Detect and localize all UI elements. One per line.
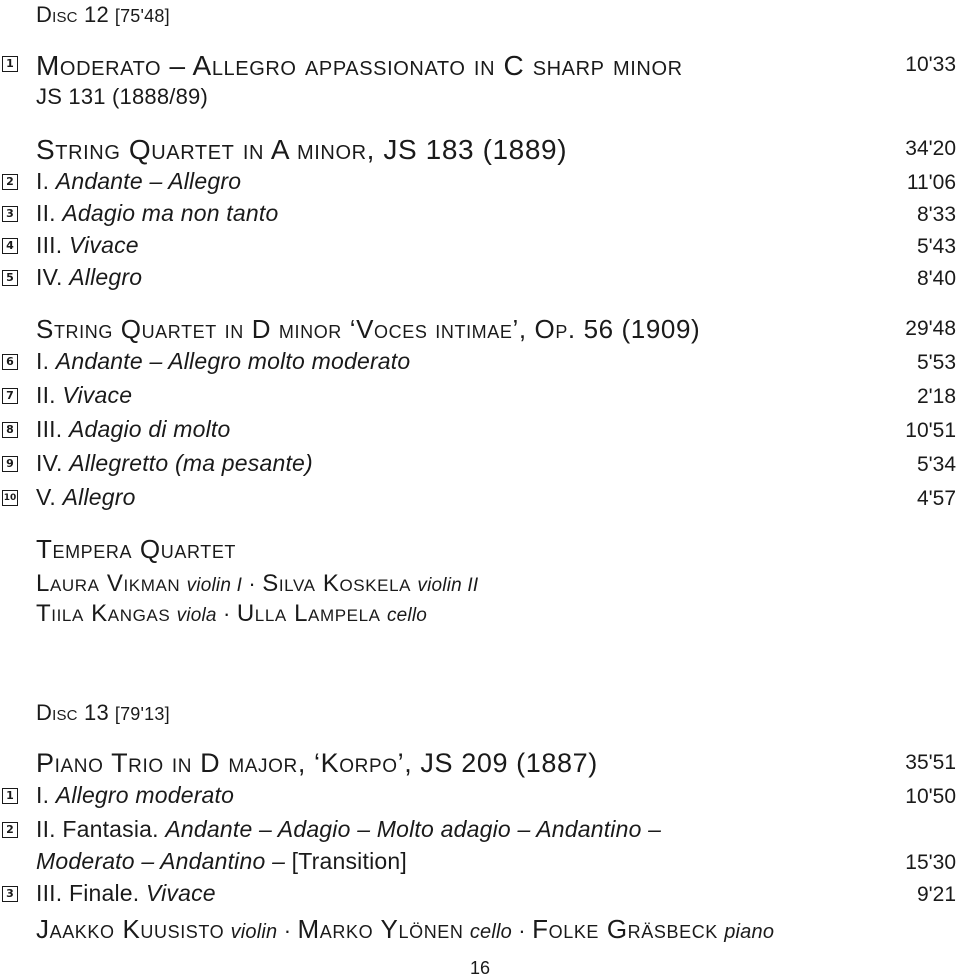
movement-number: I. [36, 782, 50, 808]
movement-number: III. [36, 416, 63, 442]
work-catalog: JS 131 (1888/89) [36, 84, 208, 109]
performers-row [0, 600, 960, 634]
performer-role: viola [176, 605, 217, 626]
work-row [0, 314, 960, 348]
performer-name: Ulla Lampela [236, 600, 381, 627]
movement-row [0, 484, 960, 518]
track-duration: 5'43 [916, 235, 956, 258]
track-number: 1 [2, 788, 18, 804]
movement-number: I. [36, 348, 50, 374]
movement-number: IV. [36, 450, 63, 476]
movement-number: II. [36, 200, 56, 226]
work-title: Moderato – Allegro appassionato in C sharp minor [36, 50, 683, 81]
movement-row [0, 348, 960, 382]
performer-role: violin [230, 921, 278, 943]
work-duration: 35'51 [905, 751, 956, 774]
movement-title: Allegro [62, 484, 136, 510]
separator: · [283, 918, 292, 943]
work-title: Piano Trio in D major, ‘Korpo’, JS 209 (1887) [36, 748, 598, 778]
track-duration: 5'34 [916, 453, 956, 476]
disc-duration: [79'13] [114, 704, 170, 724]
performer-role: cello [469, 921, 512, 943]
movement-row [0, 450, 960, 484]
movement-row [0, 232, 960, 266]
disc-label [36, 2, 170, 28]
track-duration: 10'33 [905, 53, 956, 76]
track-number: 3 [2, 206, 18, 222]
ensemble-row [0, 534, 960, 568]
movement-title: Andante – Allegro [55, 168, 242, 194]
movement-title: Adagio ma non tanto [62, 200, 279, 226]
performer-role: piano [724, 921, 775, 943]
performer-name: Jaakko Kuusisto [36, 914, 225, 944]
movement-number: II. [36, 382, 56, 408]
work-catalog-row [0, 84, 960, 118]
movement-title: Adagio di molto [68, 416, 231, 442]
movement-row [0, 816, 960, 850]
disc-duration: [75'48] [114, 6, 170, 26]
movement-row [0, 168, 960, 202]
work-duration: 34'20 [905, 137, 956, 160]
movement-row [0, 880, 960, 914]
track-number: 3 [2, 886, 18, 902]
track-number: 4 [2, 238, 18, 254]
separator: · [223, 601, 231, 626]
track-duration: 8'40 [916, 267, 956, 290]
movement-title: Vivace [62, 382, 133, 408]
work-row [0, 50, 960, 84]
track-number: 9 [2, 456, 18, 472]
disc-label [36, 700, 170, 726]
track-duration: 10'51 [905, 419, 956, 442]
track-number: 6 [2, 354, 18, 370]
movement-continuation-row [0, 848, 960, 882]
track-number: 7 [2, 388, 18, 404]
separator: · [248, 571, 256, 596]
movement-number: II. Fantasia. [36, 816, 159, 842]
movement-title: Allegro moderato [55, 782, 235, 808]
movement-title: Allegretto (ma pesante) [69, 450, 313, 476]
movement-number: I. [36, 168, 50, 194]
track-number: 2 [2, 822, 18, 838]
disc-label-text: Disc 13 [36, 700, 109, 725]
movement-title: Andante – Allegro molto moderato [55, 348, 411, 374]
movement-title: Vivace [145, 880, 216, 906]
movement-row [0, 416, 960, 450]
work-row [0, 134, 960, 168]
performers-row [0, 914, 960, 948]
track-duration: 9'21 [916, 883, 956, 906]
performers-row [0, 570, 960, 604]
movement-title: Andante – Adagio – Molto adagio – Andantino – [165, 816, 662, 842]
performer-name: Marko Ylönen [297, 914, 464, 944]
movement-row [0, 382, 960, 416]
movement-suffix: [Transition] [291, 848, 407, 874]
disc-13-header [0, 700, 960, 734]
work-row [0, 748, 960, 782]
performer-name: Silva Koskela [262, 570, 412, 597]
performer-name: Folke Gräsbeck [532, 914, 718, 944]
movement-title: Moderato – Andantino – [36, 848, 286, 874]
track-duration: 11'06 [906, 171, 956, 194]
ensemble-name: Tempera Quartet [36, 534, 237, 564]
movement-row [0, 200, 960, 234]
track-duration: 2'18 [916, 385, 956, 408]
movement-number: III. [36, 232, 63, 258]
track-number: 2 [2, 174, 18, 190]
movement-number: V. [36, 484, 57, 510]
track-duration: 4'57 [916, 487, 956, 510]
performer-name: Tiila Kangas [36, 600, 171, 627]
performer-role: cello [386, 605, 428, 626]
track-duration: 15'30 [905, 851, 956, 874]
track-number: 8 [2, 422, 18, 438]
track-duration: 8'33 [916, 203, 956, 226]
track-duration: 5'53 [916, 351, 956, 374]
page-number: 16 [469, 958, 491, 978]
work-title: String Quartet in D minor ‘Voces intimae’, Op. 56 (1909) [36, 314, 701, 344]
movement-title: Vivace [68, 232, 139, 258]
movement-title: Allegro [69, 264, 143, 290]
disc-12-header [0, 2, 960, 36]
movement-row [0, 264, 960, 298]
track-number: 1 [2, 56, 18, 72]
disc-label-text: Disc 12 [36, 2, 109, 27]
work-title: String Quartet in A minor, JS 183 (1889) [36, 134, 568, 165]
track-number: 5 [2, 270, 18, 286]
movement-number: III. Finale. [36, 880, 140, 906]
separator: · [518, 918, 526, 943]
performer-name: Laura Vikman [36, 570, 181, 597]
work-duration: 29'48 [905, 317, 956, 340]
performer-role: violin II [417, 575, 479, 596]
track-number: 10 [2, 490, 18, 506]
movement-row [0, 782, 960, 816]
movement-number: IV. [36, 264, 63, 290]
track-duration: 10'50 [905, 785, 956, 808]
performer-role: violin I [186, 575, 243, 596]
